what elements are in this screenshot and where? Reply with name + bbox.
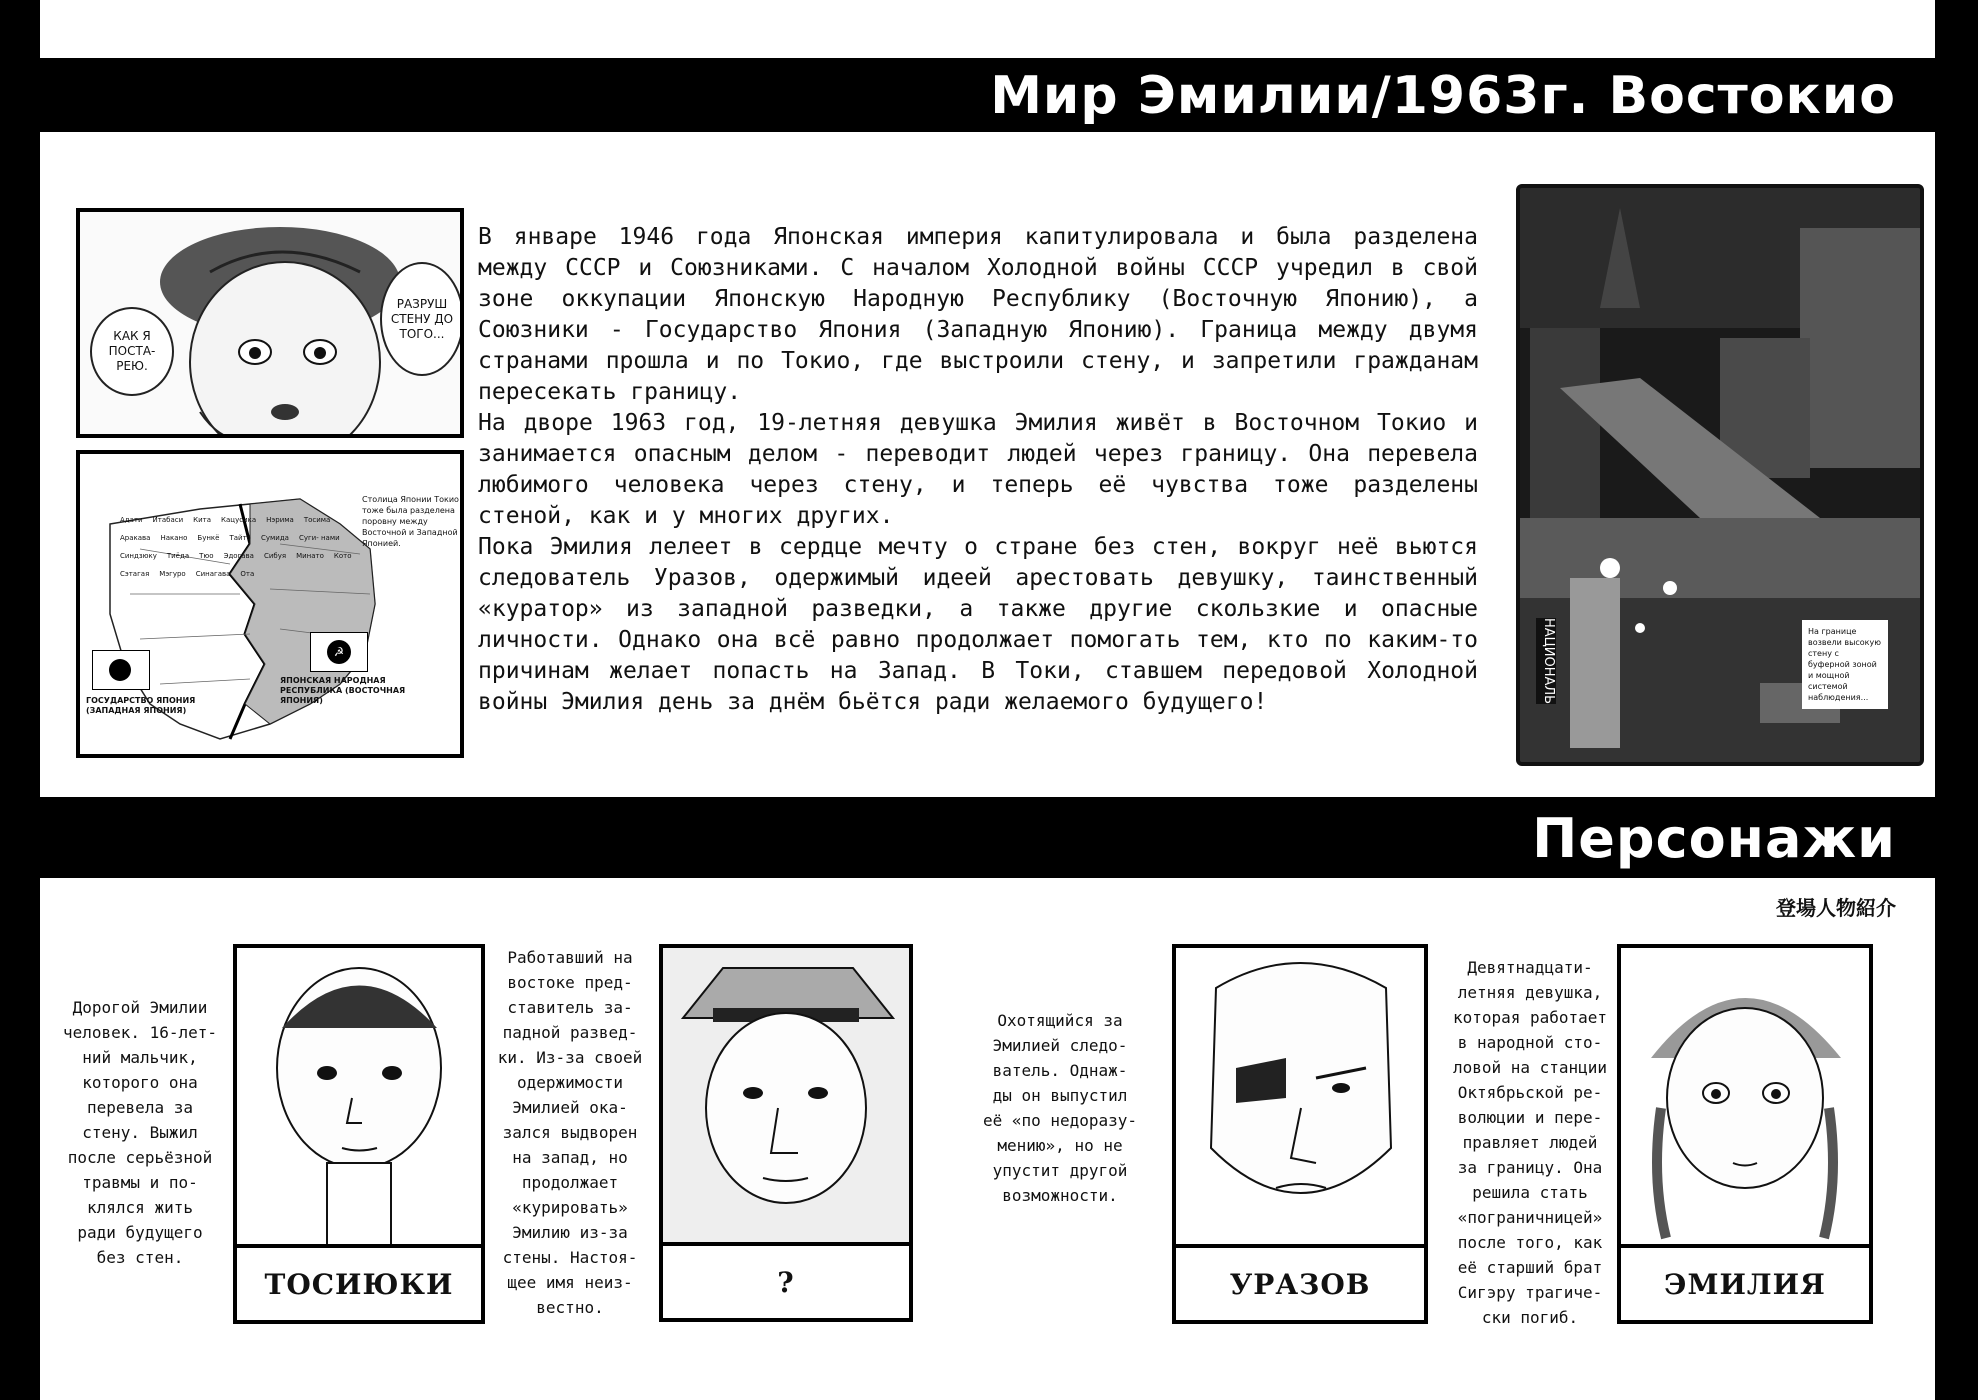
city-wall-panel	[1516, 184, 1924, 766]
speech-bubble-right: РАЗРУШ СТЕНУ ДО ТОГО...	[380, 262, 464, 376]
district-edogava: Эдогава	[223, 552, 254, 560]
district-minato: Минато	[296, 552, 324, 560]
tokyo-map-panel	[76, 450, 464, 758]
west-japan-label: ГОСУДАРСТВО ЯПОНИЯ (ЗАПАДНАЯ ЯПОНИЯ)	[86, 696, 196, 715]
sun-disc-icon	[109, 659, 131, 681]
intro-paragraph-2: На дворе 1963 год, 19-летняя девушка Эмилия живёт в Восточном Токио и занимается опасным делом - переводит людей через границу. Она перевела любимого человека через стену, и теперь её чувства тоже разделены стеной, как и у многих других.	[478, 410, 1478, 529]
world-title: Мир Эмилии/1963г. Востокио	[990, 66, 1896, 126]
intro-text	[478, 222, 1478, 718]
curator-portrait	[663, 948, 909, 1248]
district-suginami: Суги- нами	[298, 534, 340, 542]
emilia-portrait	[1621, 948, 1869, 1250]
east-japan-flag	[310, 632, 368, 672]
right-edge-mid	[1938, 132, 1978, 797]
district-adati: Адати	[120, 516, 143, 524]
district-tiyoda: Тиёда	[166, 552, 190, 560]
urazov-card	[1172, 944, 1428, 1324]
curator-description: Работавший на востоке пред- ставитель за- падной развед- ки. Из-за своей одержимости Эмилией ока- зался выдворен на запад, но продолжает «курировать» Эмилию из-за стены. Настоя- щее имя неиз- вестно.	[497, 948, 643, 1317]
map-note: Столица Японии Токио тоже была разделена поровну между Восточной и Западной Японией.	[362, 495, 459, 548]
toshiyuki-name: ТОСИЮКИ	[237, 1244, 481, 1320]
wall-caption: На границе возвели высокую стену с буферной зоной и мощной системой наблюдения...	[1802, 620, 1888, 709]
district-setagaya: Сэтагая	[120, 570, 150, 578]
intro-portrait-panel	[76, 208, 464, 438]
district-kita: Кита	[193, 516, 212, 524]
toshiyuki-card	[233, 944, 485, 1324]
district-sumida: Сумида	[260, 534, 289, 542]
urazov-name: УРАЗОВ	[1176, 1244, 1424, 1320]
district-sindzyuku: Синдзюку	[120, 552, 157, 560]
intro-paragraph-3: Пока Эмилия лелеет в сердце мечту о стране без стен, вокруг неё вьются следователь Уразов, одержимый идеей арестовать девушку, таинственный «куратор» из западной разведки, а также другие скользкие и опасные личности. Однако она всё равно продолжает помогать тем, кто по каким-то причинам желает попасть на Запад. В Токи, ставшем передовой Холодной войны Эмилия день за днём бьётся ради желаемого будущего!	[478, 534, 1478, 715]
characters-title: Персонажи	[1532, 807, 1896, 870]
left-edge-mid	[0, 132, 37, 797]
left-edge-top	[0, 0, 37, 58]
curator-card	[659, 944, 913, 1322]
right-edge-bottom	[1938, 878, 1978, 1400]
district-itabasi: Итабаси	[152, 516, 184, 524]
emilia-name: ЭМИЛИЯ	[1621, 1244, 1869, 1320]
world-title-band	[0, 58, 1978, 132]
emblem-icon: ☭	[327, 640, 351, 664]
district-sibuya: Сибуя	[263, 552, 287, 560]
toshiyuki-portrait	[237, 948, 481, 1248]
intro-paragraph-1: В январе 1946 года Японская империя капитулировала и была разделена между СССР и Союзниками. С началом Холодной войны СССР учредил в свой зоне оккупации Японскую Народную Республику (Восточную Японию), а Союзники - Государство Япония (Западную Японию). Граница между двумя странами прошла и по Токио, где выстроили стену, и запретили гражданам пересекать границу.	[478, 224, 1478, 405]
speech-bubble-left: КАК Я ПОСТА- РЕЮ.	[90, 307, 174, 396]
west-japan-flag	[92, 650, 150, 690]
district-labels	[120, 512, 370, 582]
right-edge-top	[1938, 0, 1978, 58]
district-sinagava: Синагава	[195, 570, 231, 578]
district-nakano: Накано	[160, 534, 188, 542]
characters-band	[0, 797, 1978, 878]
district-ota: Ота	[240, 570, 255, 578]
right-border-line	[1935, 0, 1938, 1400]
district-meguro: Мэгуро	[159, 570, 186, 578]
curator-name: ?	[663, 1242, 909, 1318]
emilia-description: Девятнадцати- летняя девушка, которая работает в народной сто- ловой на станции Октябрьской ре- волюции и пере- правляет людей за границу. Она решила стать «пограничницей» после того, как её старший брат Сигэру трагиче- ски погиб.	[1452, 958, 1608, 1327]
emilia-card	[1617, 944, 1873, 1324]
district-nerima: Нэрима	[266, 516, 294, 524]
left-border-line	[37, 0, 40, 1400]
urazov-portrait	[1176, 948, 1424, 1250]
toshiyuki-description: Дорогой Эмилии человек. 16-лет- ний мальчик, которого она перевела за стену. Выжил после серьёзной травмы и по- клялся жить ради будущего без стен.	[62, 998, 218, 1267]
nacional-sign: НАЦИОНАЛЬ	[1536, 618, 1556, 704]
district-katsusika: Кацусика	[221, 516, 257, 524]
district-arakava: Аракава	[120, 534, 151, 542]
characters-jp-subtitle: 登場人物紹介	[1776, 896, 1896, 920]
urazov-description: Охотящийся за Эмилией следо- ватель. Однаж- ды он выпустил её «по недоразу- мению», но не упустит другой возможности.	[982, 1011, 1138, 1205]
east-japan-label: ЯПОНСКАЯ НАРОДНАЯ РЕСПУБЛИКА (ВОСТОЧНАЯ ЯПОНИЯ)	[280, 676, 406, 705]
district-koto: Кото	[333, 552, 352, 560]
district-taito: Тайто	[229, 534, 251, 542]
left-edge-bottom	[0, 878, 37, 1400]
district-tosima: Тосима	[303, 516, 331, 524]
district-bunkyo: Бункё	[197, 534, 220, 542]
district-tyuo: Тюо	[199, 552, 214, 560]
